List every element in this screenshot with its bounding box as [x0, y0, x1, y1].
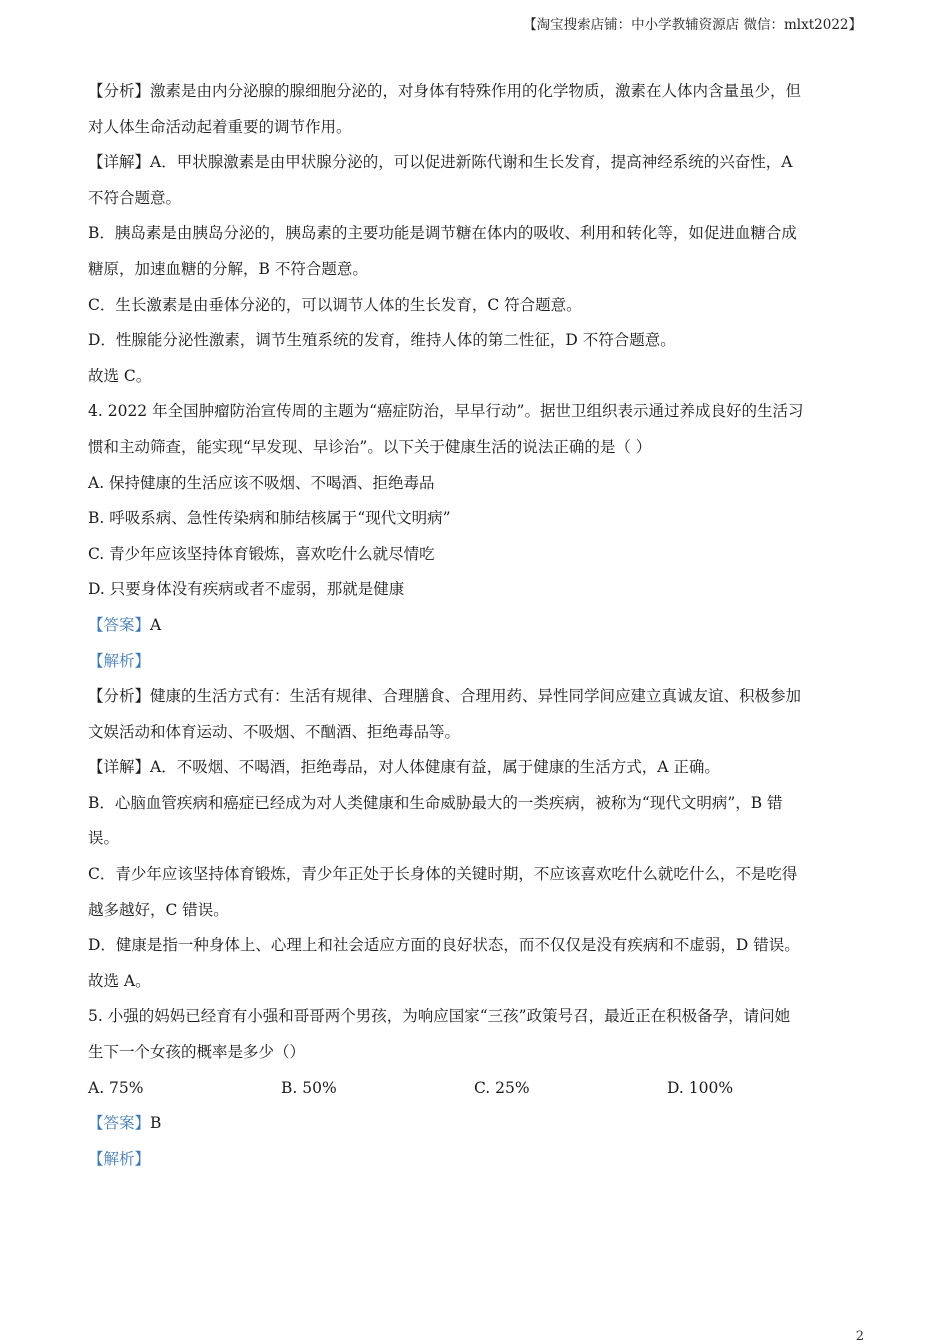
text-line: 糖原，加速血糖的分解，B 不符合题意。: [88, 259, 368, 278]
answer-value: A: [150, 615, 162, 634]
text-line: B．胰岛素是由胰岛分泌的，胰岛素的主要功能是调节糖在体内的吸收、利用和转化等，如促进血糖合成: [88, 224, 797, 243]
answer-value: B: [150, 1114, 162, 1133]
analysis-tag: 【解析】: [88, 651, 151, 670]
page-number: 2: [855, 1329, 864, 1344]
text-line: C．青少年应该坚持体育锻炼，青少年正处于长身体的关键时期，不应该喜欢吃什么就吃什么，不是吃得: [88, 865, 798, 884]
text-line: 不符合题意。: [88, 188, 182, 207]
text-line: B．心脑血管疾病和癌症已经成为对人类健康和生命威胁最大的一类疾病，被称为“现代文明病”，B 错: [88, 793, 783, 812]
document-body: [88, 74, 860, 1177]
question-4-stem: 4. 2022 年全国肿瘤防治宣传周的主题为“癌症防治，早早行动”。据世卫组织表示通过养成良好的生活习: [88, 402, 804, 421]
question-5-stem: 5. 小强的妈妈已经育有小强和哥哥两个男孩，为响应国家“三孩”政策号召，最近正在积极备孕，请问她: [88, 1007, 791, 1026]
answer-line: [88, 1106, 860, 1142]
question-5-options: [88, 1071, 860, 1107]
question-5-stem: 生下一个女孩的概率是多少（）: [88, 1043, 306, 1062]
question-5-option-b: B. 50%: [281, 1078, 337, 1097]
text-line: 【详解】A．不吸烟、不喝酒，拒绝毒品，对人体健康有益，属于健康的生活方式，A 正确。: [88, 758, 720, 777]
text-line: 【分析】健康的生活方式有：生活有规律、合理膳食、合理用药、异性同学间应建立真诚友谊、积极参加: [88, 687, 802, 706]
text-line: D．性腺能分泌性激素，调节生殖系统的发育，维持人体的第二性征，D 不符合题意。: [88, 331, 676, 350]
text-line: 【详解】A．甲状腺激素是由甲状腺分泌的，可以促进新陈代谢和生长发育，提高神经系统的兴奋性，A: [88, 153, 793, 172]
question-4-option-c: C. 青少年应该坚持体育锻炼，喜欢吃什么就尽情吃: [88, 544, 435, 563]
answer-tag: 【答案】: [88, 615, 151, 634]
text-line: 对人体生命活动起着重要的调节作用。: [88, 117, 352, 136]
answer-line: [88, 608, 860, 644]
analysis-tag: 【解析】: [88, 1149, 151, 1168]
question-4-stem: 惯和主动筛查，能实现“早发现、早诊治”。以下关于健康生活的说法正确的是（ ）: [88, 437, 652, 456]
text-line: 故选 C。: [88, 366, 152, 385]
text-line: C．生长激素是由垂体分泌的，可以调节人体的生长发育，C 符合题意。: [88, 295, 582, 314]
text-line: D．健康是指一种身体上、心理上和社会适应方面的良好状态，而不仅仅是没有疾病和不虚弱，D 错误。: [88, 936, 800, 955]
question-4-option-d: D. 只要身体没有疾病或者不虚弱，那就是健康: [88, 580, 405, 599]
question-5-option-a: A. 75%: [88, 1078, 144, 1097]
answer-tag: 【答案】: [88, 1114, 151, 1133]
question-5-option-c: C. 25%: [474, 1078, 530, 1097]
page-header: 【淘宝搜索店铺：中小学教辅资源店 微信：mlxt2022】: [523, 17, 862, 33]
text-line: 误。: [88, 829, 120, 848]
text-line: 【分析】激素是由内分泌腺的腺细胞分泌的，对身体有特殊作用的化学物质，激素在人体内含量虽少，但: [88, 82, 802, 100]
text-line: 故选 A。: [88, 971, 151, 990]
text-line: 越多越好，C 错误。: [88, 900, 229, 919]
text-line: 文娱活动和体育运动、不吸烟、不酗酒、拒绝毒品等。: [88, 722, 461, 741]
question-5-option-d: D. 100%: [667, 1078, 734, 1097]
question-4-option-a: A. 保持健康的生活应该不吸烟、不喝酒、拒绝毒品: [88, 473, 435, 492]
question-4-option-b: B. 呼吸系病、急性传染病和肺结核属于“现代文明病”: [88, 509, 451, 528]
